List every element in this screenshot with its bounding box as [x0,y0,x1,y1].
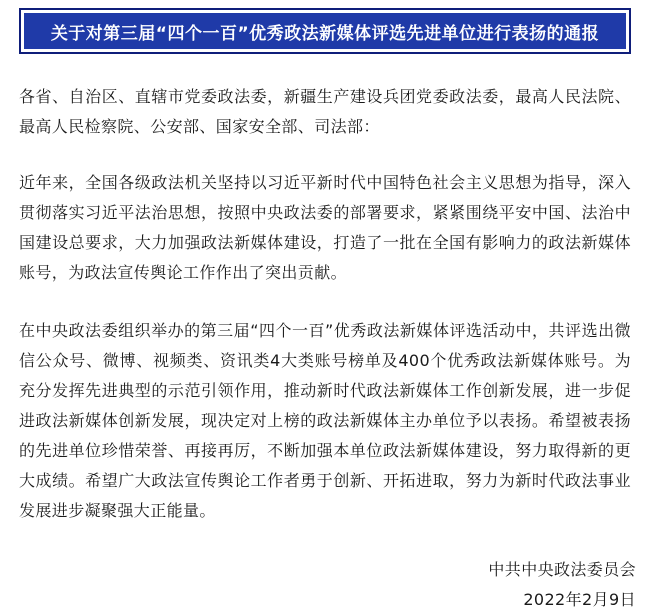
document-body [19,82,631,554]
signature-org: 中共中央政法委员会 [488,560,636,579]
address-line: 各省、自治区、直辖市党委政法委，新疆生产建设兵团党委政法委，最高人民法院、最高人民检察院、公安部、国家安全部、司法部： [19,87,631,136]
signature-date: 2022年2月9日 [523,590,636,609]
body-paragraph-2: 在中央政法委组织举办的第三届“四个一百”优秀政法新媒体评选活动中，共评选出微信公众号、微博、视频类、资讯类4大类账号榜单及400个优秀政法新媒体账号。为充分发挥先进典型的示范引领作用，推动新时代政法新媒体工作创新发展，进一步促进政法新媒体创新发展，现决定对上榜的政法新媒体主办单位予以表扬。希望被表扬的先进单位珍惜荣誉、再接再厉，不断加强本单位政法新媒体建设，努力取得新的更大成绩。希望广大政法宣传舆论工作者勇于创新、开拓进取，努力为新时代政法事业发展进步凝聚强大正能量。 [19,321,631,520]
signature-block [488,555,636,615]
document-title: 关于对第三届“四个一百”优秀政法新媒体评选先进单位进行表扬的通报 [50,23,600,44]
body-paragraph-1: 近年来，全国各级政法机关坚持以习近平新时代中国特色社会主义思想为指导，深入贯彻落实习近平法治思想，按照中央政法委的部署要求，紧紧围绕平安中国、法治中国建设总要求，大力加强政法新媒体建设，打造了一批在全国有影响力的政法新媒体账号，为政法宣传舆论工作作出了突出贡献。 [19,173,631,282]
title-banner-inner [24,13,626,49]
title-banner [19,8,631,54]
